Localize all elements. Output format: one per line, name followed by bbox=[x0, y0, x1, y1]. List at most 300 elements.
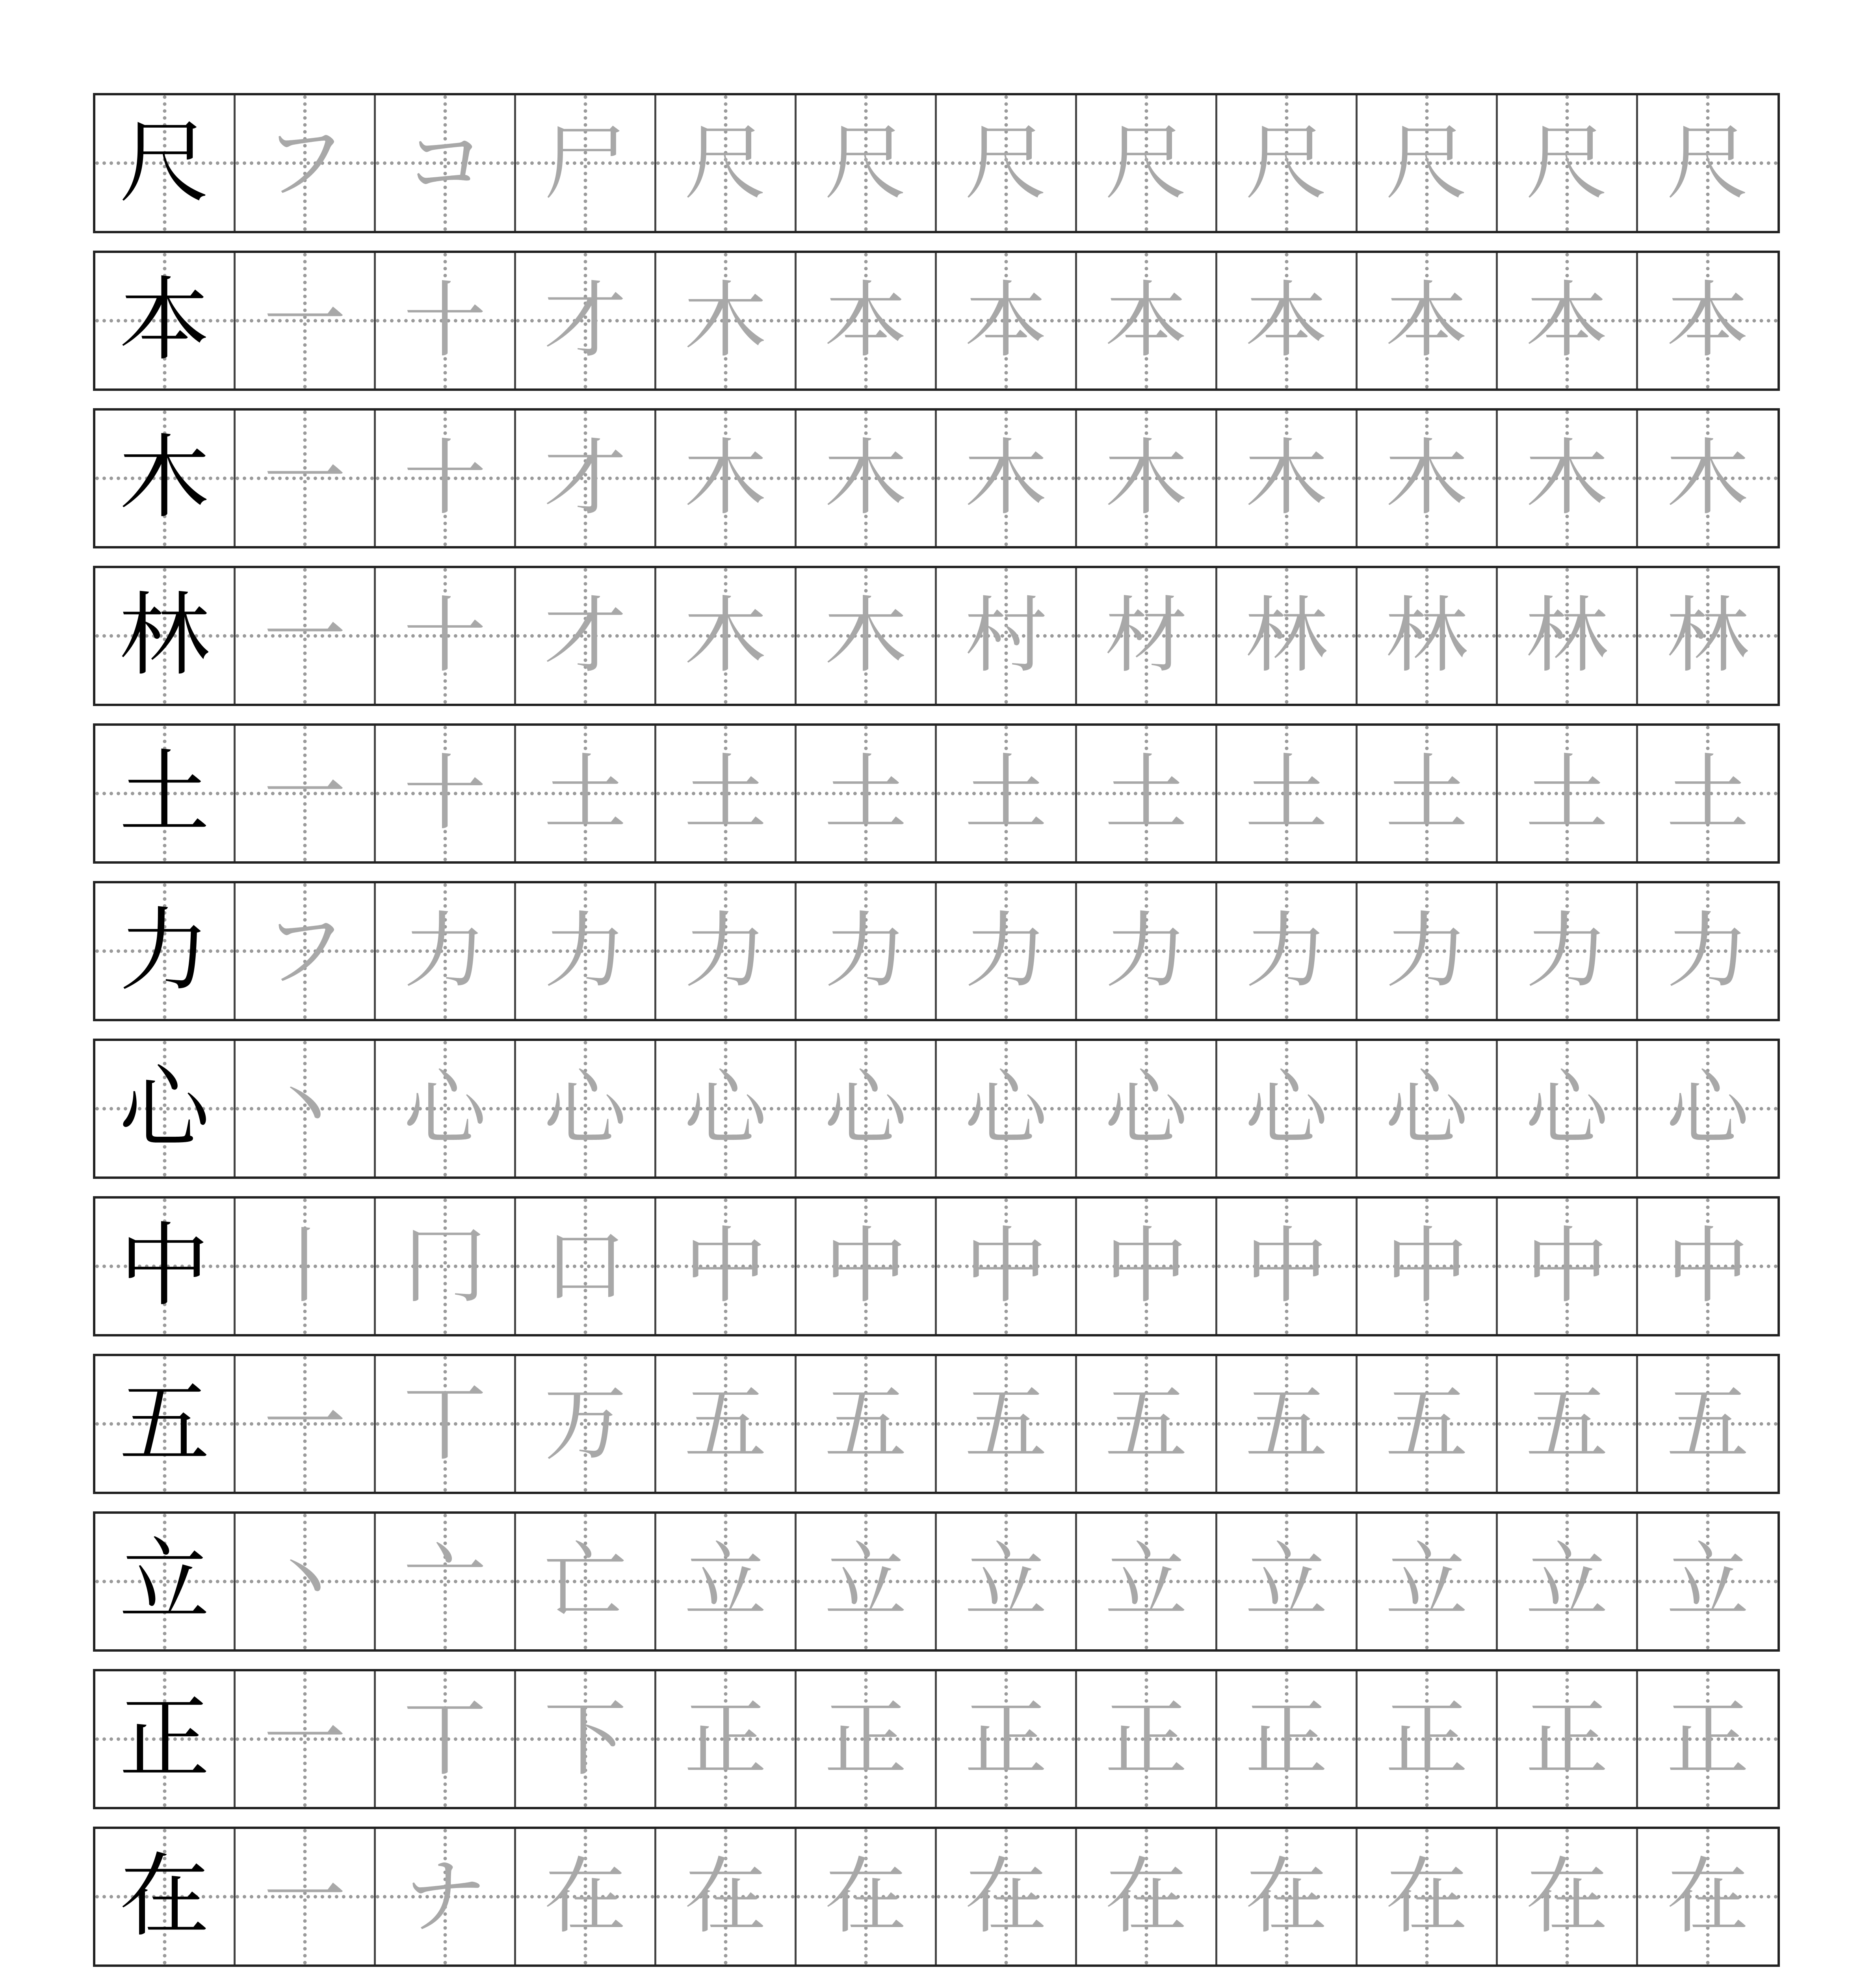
trace-cell bbox=[656, 1356, 797, 1492]
trace-character: 本 bbox=[964, 272, 1048, 369]
trace-character: 心 bbox=[964, 1060, 1048, 1157]
trace-character: 中 bbox=[1245, 1218, 1328, 1314]
trace-cell bbox=[376, 726, 516, 861]
trace-character: 十 bbox=[403, 430, 487, 526]
trace-cell bbox=[1358, 1356, 1498, 1492]
trace-cell bbox=[1217, 1041, 1358, 1176]
trace-character: 一 bbox=[263, 272, 346, 369]
trace-cell bbox=[236, 95, 376, 231]
trace-cell bbox=[1217, 568, 1358, 704]
trace-cell bbox=[797, 253, 937, 388]
trace-character: 一 bbox=[263, 430, 346, 526]
trace-character: 心 bbox=[1525, 1060, 1609, 1157]
practice-grid bbox=[93, 93, 1780, 1970]
model-cell bbox=[95, 1829, 236, 1964]
trace-character: 土 bbox=[1245, 745, 1328, 842]
model-character: 林 bbox=[119, 583, 210, 688]
trace-character: 心 bbox=[1245, 1060, 1328, 1157]
trace-cell bbox=[797, 1671, 937, 1807]
trace-cell bbox=[656, 568, 797, 704]
practice-row bbox=[93, 93, 1780, 233]
trace-cell bbox=[1498, 883, 1638, 1019]
trace-character: 一 bbox=[263, 1691, 346, 1787]
trace-cell bbox=[1638, 1671, 1778, 1807]
trace-cell bbox=[236, 411, 376, 546]
trace-cell bbox=[1638, 253, 1778, 388]
trace-cell bbox=[1217, 411, 1358, 546]
trace-character: 一 bbox=[263, 1375, 346, 1472]
trace-character: 立 bbox=[1245, 1533, 1328, 1630]
trace-cell bbox=[516, 1199, 656, 1334]
trace-cell bbox=[516, 568, 656, 704]
trace-character: 心 bbox=[824, 1060, 907, 1157]
trace-cell bbox=[1358, 95, 1498, 231]
trace-cell bbox=[1358, 726, 1498, 861]
trace-cell bbox=[236, 1041, 376, 1176]
trace-character: 力 bbox=[824, 903, 907, 999]
model-cell bbox=[95, 1671, 236, 1807]
trace-character: 正 bbox=[1525, 1691, 1609, 1787]
trace-character: 立 bbox=[824, 1533, 907, 1630]
trace-cell bbox=[1077, 726, 1217, 861]
trace-cell bbox=[516, 1356, 656, 1492]
trace-character: 在 bbox=[1385, 1848, 1468, 1945]
trace-cell bbox=[1358, 568, 1498, 704]
trace-character: 心 bbox=[1105, 1060, 1188, 1157]
trace-character: 尸 bbox=[544, 115, 627, 211]
trace-character: 在 bbox=[824, 1848, 907, 1945]
trace-cell bbox=[656, 1041, 797, 1176]
trace-cell bbox=[1217, 726, 1358, 861]
trace-cell bbox=[797, 1356, 937, 1492]
model-cell bbox=[95, 95, 236, 231]
trace-cell bbox=[1217, 1356, 1358, 1492]
practice-row bbox=[93, 1196, 1780, 1336]
model-character: 木 bbox=[119, 426, 210, 531]
trace-character: 在 bbox=[1105, 1848, 1188, 1945]
trace-cell bbox=[376, 1829, 516, 1964]
trace-cell bbox=[516, 883, 656, 1019]
trace-character: 本 bbox=[824, 272, 907, 369]
trace-character: 立 bbox=[1385, 1533, 1468, 1630]
trace-character: 林 bbox=[1245, 587, 1328, 684]
model-cell bbox=[95, 1041, 236, 1176]
trace-character: 木 bbox=[684, 430, 767, 526]
trace-cell bbox=[1498, 1514, 1638, 1649]
trace-character: 一 bbox=[263, 745, 346, 842]
trace-character: 力 bbox=[1105, 903, 1188, 999]
trace-cell bbox=[656, 883, 797, 1019]
trace-cell bbox=[376, 1199, 516, 1334]
trace-cell bbox=[236, 1356, 376, 1492]
trace-cell bbox=[1498, 95, 1638, 231]
trace-character: 林 bbox=[1385, 587, 1468, 684]
trace-cell bbox=[1358, 1829, 1498, 1964]
trace-cell bbox=[376, 883, 516, 1019]
trace-character: 本 bbox=[1525, 272, 1609, 369]
trace-cell bbox=[797, 883, 937, 1019]
trace-character: 尺 bbox=[1666, 115, 1749, 211]
model-character: 尺 bbox=[119, 110, 210, 216]
trace-cell bbox=[937, 1671, 1077, 1807]
trace-character: 心 bbox=[684, 1060, 767, 1157]
trace-character: 五 bbox=[684, 1375, 767, 1472]
practice-row bbox=[93, 408, 1780, 548]
trace-cell bbox=[376, 568, 516, 704]
trace-character: 木 bbox=[1385, 430, 1468, 526]
trace-cell bbox=[236, 1199, 376, 1334]
trace-character: 力 bbox=[1666, 903, 1749, 999]
trace-character: 立 bbox=[1105, 1533, 1188, 1630]
trace-cell bbox=[1498, 726, 1638, 861]
trace-cell bbox=[937, 883, 1077, 1019]
trace-cell bbox=[236, 568, 376, 704]
trace-character: 一 bbox=[263, 1848, 346, 1945]
trace-cell bbox=[1358, 883, 1498, 1019]
trace-cell bbox=[1498, 1671, 1638, 1807]
trace-character: 中 bbox=[1385, 1218, 1468, 1314]
trace-character: 土 bbox=[1105, 745, 1188, 842]
trace-character: 力 bbox=[1385, 903, 1468, 999]
trace-cell bbox=[797, 1829, 937, 1964]
trace-character: 尺 bbox=[684, 115, 767, 211]
trace-character: 尺 bbox=[1525, 115, 1609, 211]
trace-cell bbox=[1077, 1041, 1217, 1176]
trace-character: 在 bbox=[684, 1848, 767, 1945]
trace-character: フ bbox=[263, 115, 346, 211]
model-character: 本 bbox=[119, 268, 210, 373]
model-cell bbox=[95, 1356, 236, 1492]
trace-character: 中 bbox=[824, 1218, 907, 1314]
trace-cell bbox=[1358, 253, 1498, 388]
trace-character: 土 bbox=[1385, 745, 1468, 842]
trace-character: 立 bbox=[684, 1533, 767, 1630]
trace-character: 力 bbox=[964, 903, 1048, 999]
model-cell bbox=[95, 726, 236, 861]
practice-row bbox=[93, 1669, 1780, 1809]
model-cell bbox=[95, 1199, 236, 1334]
trace-character: 立 bbox=[964, 1533, 1048, 1630]
trace-character: 丅 bbox=[403, 1375, 487, 1472]
trace-cell bbox=[1077, 1514, 1217, 1649]
trace-character: 本 bbox=[1666, 272, 1749, 369]
trace-character: 心 bbox=[1385, 1060, 1468, 1157]
model-character: 土 bbox=[119, 741, 210, 846]
practice-row bbox=[93, 881, 1780, 1021]
trace-cell bbox=[1638, 411, 1778, 546]
trace-cell bbox=[797, 1199, 937, 1334]
trace-character: 口 bbox=[544, 1218, 627, 1314]
trace-cell bbox=[1217, 1671, 1358, 1807]
trace-cell bbox=[937, 1356, 1077, 1492]
trace-cell bbox=[797, 568, 937, 704]
trace-character: 木 bbox=[824, 587, 907, 684]
trace-cell bbox=[1638, 1829, 1778, 1964]
trace-character: 才 bbox=[544, 272, 627, 369]
trace-cell bbox=[797, 1514, 937, 1649]
trace-cell bbox=[1358, 1514, 1498, 1649]
trace-cell bbox=[937, 726, 1077, 861]
trace-character: 一 bbox=[263, 587, 346, 684]
practice-row bbox=[93, 1827, 1780, 1967]
model-cell bbox=[95, 411, 236, 546]
model-character: 力 bbox=[119, 898, 210, 1004]
trace-cell bbox=[516, 411, 656, 546]
trace-cell bbox=[797, 726, 937, 861]
trace-character: 十 bbox=[403, 272, 487, 369]
trace-cell bbox=[656, 1671, 797, 1807]
trace-cell bbox=[656, 1514, 797, 1649]
trace-character: 土 bbox=[1666, 745, 1749, 842]
trace-cell bbox=[1498, 411, 1638, 546]
trace-character: 木 bbox=[1525, 430, 1609, 526]
trace-cell bbox=[1077, 411, 1217, 546]
trace-cell bbox=[937, 1041, 1077, 1176]
trace-character: 正 bbox=[824, 1691, 907, 1787]
trace-cell bbox=[1498, 1199, 1638, 1334]
trace-cell bbox=[1077, 1671, 1217, 1807]
trace-cell bbox=[937, 253, 1077, 388]
trace-cell bbox=[516, 1671, 656, 1807]
trace-cell bbox=[376, 253, 516, 388]
trace-cell bbox=[1638, 95, 1778, 231]
trace-character: 正 bbox=[1385, 1691, 1468, 1787]
trace-cell bbox=[656, 1199, 797, 1334]
trace-character: 心 bbox=[403, 1060, 487, 1157]
trace-character: 木 bbox=[684, 272, 767, 369]
trace-cell bbox=[516, 1829, 656, 1964]
trace-character: 土 bbox=[1525, 745, 1609, 842]
trace-character: 力 bbox=[1525, 903, 1609, 999]
model-cell bbox=[95, 883, 236, 1019]
trace-character: 中 bbox=[1666, 1218, 1749, 1314]
trace-character: コ bbox=[403, 115, 487, 211]
trace-cell bbox=[376, 411, 516, 546]
trace-character: 五 bbox=[964, 1375, 1048, 1472]
trace-character: ナ bbox=[403, 1848, 487, 1945]
trace-cell bbox=[1638, 1514, 1778, 1649]
trace-character: 正 bbox=[1105, 1691, 1188, 1787]
trace-character: 在 bbox=[1245, 1848, 1328, 1945]
trace-character: 木 bbox=[1105, 430, 1188, 526]
trace-cell bbox=[937, 1829, 1077, 1964]
trace-character: 中 bbox=[1105, 1218, 1188, 1314]
practice-row bbox=[93, 566, 1780, 706]
trace-cell bbox=[1358, 1041, 1498, 1176]
trace-cell bbox=[1217, 253, 1358, 388]
trace-character: 力 bbox=[544, 903, 627, 999]
trace-cell bbox=[1498, 1356, 1638, 1492]
trace-cell bbox=[656, 726, 797, 861]
trace-cell bbox=[516, 726, 656, 861]
practice-row bbox=[93, 1354, 1780, 1494]
trace-character: 丶 bbox=[263, 1533, 346, 1630]
trace-character: 立 bbox=[1666, 1533, 1749, 1630]
trace-character: 力 bbox=[1245, 903, 1328, 999]
trace-character: 万 bbox=[544, 1375, 627, 1472]
trace-character: フ bbox=[263, 903, 346, 999]
trace-cell bbox=[1498, 568, 1638, 704]
trace-character: 五 bbox=[1385, 1375, 1468, 1472]
trace-character: 本 bbox=[1385, 272, 1468, 369]
trace-cell bbox=[937, 411, 1077, 546]
trace-cell bbox=[1217, 95, 1358, 231]
trace-cell bbox=[1077, 1199, 1217, 1334]
trace-character: 木 bbox=[684, 587, 767, 684]
model-cell bbox=[95, 568, 236, 704]
trace-character: 丅 bbox=[403, 1691, 487, 1787]
model-character: 五 bbox=[119, 1371, 210, 1476]
model-character: 心 bbox=[119, 1056, 210, 1161]
practice-row bbox=[93, 1511, 1780, 1652]
trace-cell bbox=[1217, 1199, 1358, 1334]
trace-cell bbox=[937, 568, 1077, 704]
trace-cell bbox=[656, 1829, 797, 1964]
trace-cell bbox=[236, 1514, 376, 1649]
trace-cell bbox=[1358, 1199, 1498, 1334]
trace-cell bbox=[1077, 883, 1217, 1019]
trace-character: 五 bbox=[1666, 1375, 1749, 1472]
trace-cell bbox=[236, 883, 376, 1019]
trace-cell bbox=[1638, 883, 1778, 1019]
trace-character: 木 bbox=[1245, 430, 1328, 526]
trace-cell bbox=[516, 1514, 656, 1649]
trace-character: 中 bbox=[964, 1218, 1048, 1314]
trace-character: 力 bbox=[403, 903, 487, 999]
trace-character: 在 bbox=[1525, 1848, 1609, 1945]
trace-character: 土 bbox=[684, 745, 767, 842]
trace-cell bbox=[656, 253, 797, 388]
trace-character: 尺 bbox=[964, 115, 1048, 211]
trace-cell bbox=[1077, 1356, 1217, 1492]
practice-row bbox=[93, 1039, 1780, 1179]
trace-character: 木 bbox=[964, 430, 1048, 526]
trace-cell bbox=[656, 95, 797, 231]
trace-cell bbox=[236, 1671, 376, 1807]
trace-character: 林 bbox=[1525, 587, 1609, 684]
trace-cell bbox=[1638, 1356, 1778, 1492]
trace-character: 正 bbox=[684, 1691, 767, 1787]
trace-character: 心 bbox=[1666, 1060, 1749, 1157]
trace-cell bbox=[1638, 568, 1778, 704]
trace-character: 尺 bbox=[1385, 115, 1468, 211]
trace-character: 中 bbox=[684, 1218, 767, 1314]
trace-character: 五 bbox=[1245, 1375, 1328, 1472]
trace-character: 在 bbox=[1666, 1848, 1749, 1945]
trace-cell bbox=[1498, 1041, 1638, 1176]
model-character: 正 bbox=[119, 1686, 210, 1792]
trace-character: 五 bbox=[1105, 1375, 1188, 1472]
trace-cell bbox=[376, 1356, 516, 1492]
trace-character: 才 bbox=[544, 430, 627, 526]
trace-character: 土 bbox=[964, 745, 1048, 842]
trace-character: 林 bbox=[1666, 587, 1749, 684]
trace-cell bbox=[236, 726, 376, 861]
trace-cell bbox=[1638, 1041, 1778, 1176]
trace-cell bbox=[937, 95, 1077, 231]
trace-cell bbox=[1217, 883, 1358, 1019]
trace-character: 亡 bbox=[544, 1533, 627, 1630]
model-cell bbox=[95, 253, 236, 388]
model-character: 中 bbox=[119, 1214, 210, 1319]
trace-character: 木 bbox=[1666, 430, 1749, 526]
trace-character: 五 bbox=[824, 1375, 907, 1472]
trace-character: 本 bbox=[1245, 272, 1328, 369]
model-character: 立 bbox=[119, 1529, 210, 1634]
trace-cell bbox=[376, 1514, 516, 1649]
trace-character: 下 bbox=[544, 1691, 627, 1787]
trace-character: 木 bbox=[824, 430, 907, 526]
trace-character: 尺 bbox=[1245, 115, 1328, 211]
model-character: 在 bbox=[119, 1844, 210, 1949]
trace-character: 正 bbox=[964, 1691, 1048, 1787]
trace-character: 在 bbox=[544, 1848, 627, 1945]
trace-character: 正 bbox=[1666, 1691, 1749, 1787]
trace-cell bbox=[1638, 1199, 1778, 1334]
trace-character: 冂 bbox=[403, 1218, 487, 1314]
trace-character: 土 bbox=[824, 745, 907, 842]
trace-character: 丶 bbox=[263, 1060, 346, 1157]
trace-character: 十 bbox=[403, 587, 487, 684]
trace-character: 丨 bbox=[263, 1218, 346, 1314]
trace-cell bbox=[797, 1041, 937, 1176]
trace-character: 十 bbox=[403, 745, 487, 842]
model-cell bbox=[95, 1514, 236, 1649]
trace-cell bbox=[236, 253, 376, 388]
trace-character: 中 bbox=[1525, 1218, 1609, 1314]
trace-cell bbox=[1217, 1829, 1358, 1964]
trace-cell bbox=[1358, 1671, 1498, 1807]
trace-cell bbox=[1077, 1829, 1217, 1964]
practice-row bbox=[93, 251, 1780, 391]
trace-cell bbox=[516, 95, 656, 231]
trace-character: 才 bbox=[544, 587, 627, 684]
trace-cell bbox=[656, 411, 797, 546]
trace-character: 土 bbox=[544, 745, 627, 842]
trace-character: 村 bbox=[964, 587, 1048, 684]
trace-character: 尺 bbox=[824, 115, 907, 211]
trace-character: 亠 bbox=[403, 1533, 487, 1630]
trace-cell bbox=[376, 95, 516, 231]
trace-cell bbox=[516, 253, 656, 388]
trace-character: 五 bbox=[1525, 1375, 1609, 1472]
trace-cell bbox=[1077, 568, 1217, 704]
trace-cell bbox=[376, 1671, 516, 1807]
trace-cell bbox=[376, 1041, 516, 1176]
trace-cell bbox=[1077, 253, 1217, 388]
trace-character: 尺 bbox=[1105, 115, 1188, 211]
practice-row bbox=[93, 723, 1780, 864]
trace-cell bbox=[1498, 253, 1638, 388]
trace-character: 力 bbox=[684, 903, 767, 999]
trace-character: 本 bbox=[1105, 272, 1188, 369]
trace-cell bbox=[1217, 1514, 1358, 1649]
trace-cell bbox=[797, 411, 937, 546]
trace-cell bbox=[1638, 726, 1778, 861]
trace-cell bbox=[1498, 1829, 1638, 1964]
trace-cell bbox=[516, 1041, 656, 1176]
trace-character: 立 bbox=[1525, 1533, 1609, 1630]
trace-cell bbox=[1358, 411, 1498, 546]
trace-character: 正 bbox=[1245, 1691, 1328, 1787]
trace-cell bbox=[797, 95, 937, 231]
trace-character: 材 bbox=[1105, 587, 1188, 684]
trace-character: 心 bbox=[544, 1060, 627, 1157]
trace-cell bbox=[1077, 95, 1217, 231]
trace-cell bbox=[937, 1199, 1077, 1334]
trace-cell bbox=[236, 1829, 376, 1964]
trace-cell bbox=[937, 1514, 1077, 1649]
